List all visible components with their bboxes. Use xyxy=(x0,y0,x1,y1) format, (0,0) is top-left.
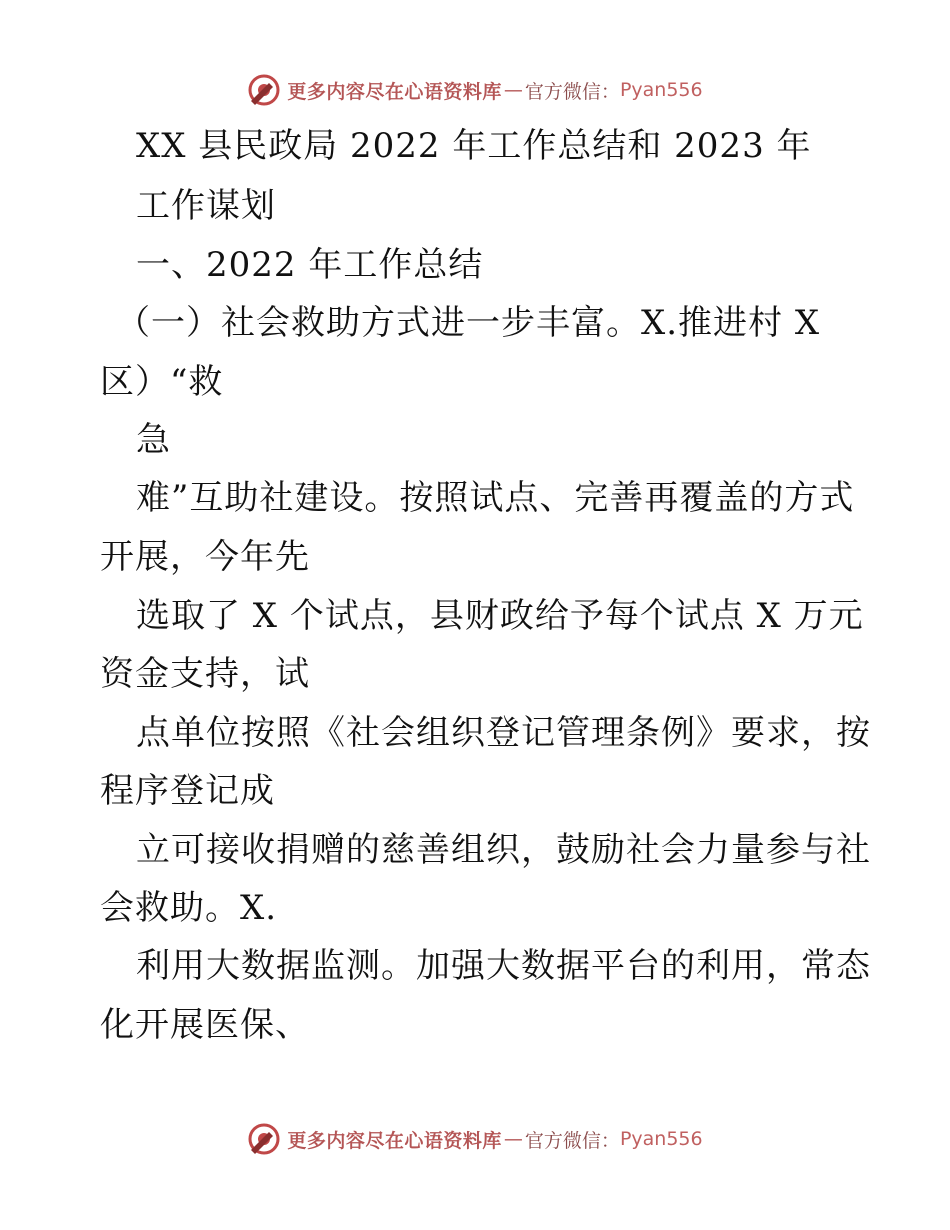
banner-dash: — xyxy=(503,1128,523,1150)
paragraph-line: 会救助。X. xyxy=(100,888,278,928)
paragraph-line: 急 xyxy=(136,420,171,460)
section-heading: 一、2022 年工作总结 xyxy=(136,245,484,285)
paragraph-line: （一）社会救助方式进一步丰富。X.推进村 X xyxy=(116,303,821,343)
banner-text: 更多内容尽在心语资料库 xyxy=(287,1129,502,1152)
paragraph-line: 区）“救 xyxy=(100,362,224,402)
paragraph-line: 点单位按照《社会组织登记管理条例》要求，按 xyxy=(136,713,871,753)
paragraph-line: 立可接收捐赠的慈善组织，鼓励社会力量参与社 xyxy=(136,830,871,870)
footer-banner xyxy=(0,1117,950,1161)
banner-account: Pyan556 xyxy=(619,79,703,101)
document-title-line-2: 工作谋划 xyxy=(136,186,276,226)
header-banner xyxy=(0,68,950,112)
banner-dash: — xyxy=(503,79,523,101)
paragraph-line: 难”互助社建设。按照试点、完善再覆盖的方式 xyxy=(136,478,855,518)
banner-official-label: 官方微信： xyxy=(524,80,620,103)
banner-account: Pyan556 xyxy=(619,1128,703,1150)
paragraph-line: 开展，今年先 xyxy=(100,537,310,577)
banner-text: 更多内容尽在心语资料库 xyxy=(287,80,502,103)
paragraph-line: 选取了 X 个试点，县财政给予每个试点 X 万元 xyxy=(136,596,864,636)
document-title-line-1: XX 县民政局 2022 年工作总结和 2023 年 xyxy=(136,126,812,166)
pen-logo-icon xyxy=(247,73,281,107)
paragraph-line: 化开展医保、 xyxy=(100,1005,310,1045)
paragraph-line: 资金支持，试 xyxy=(100,654,310,694)
paragraph-line: 利用大数据监测。加强大数据平台的利用，常态 xyxy=(136,946,871,986)
pen-logo-icon xyxy=(247,1122,281,1156)
banner-official-label: 官方微信： xyxy=(524,1129,620,1152)
paragraph-line: 程序登记成 xyxy=(100,771,275,811)
